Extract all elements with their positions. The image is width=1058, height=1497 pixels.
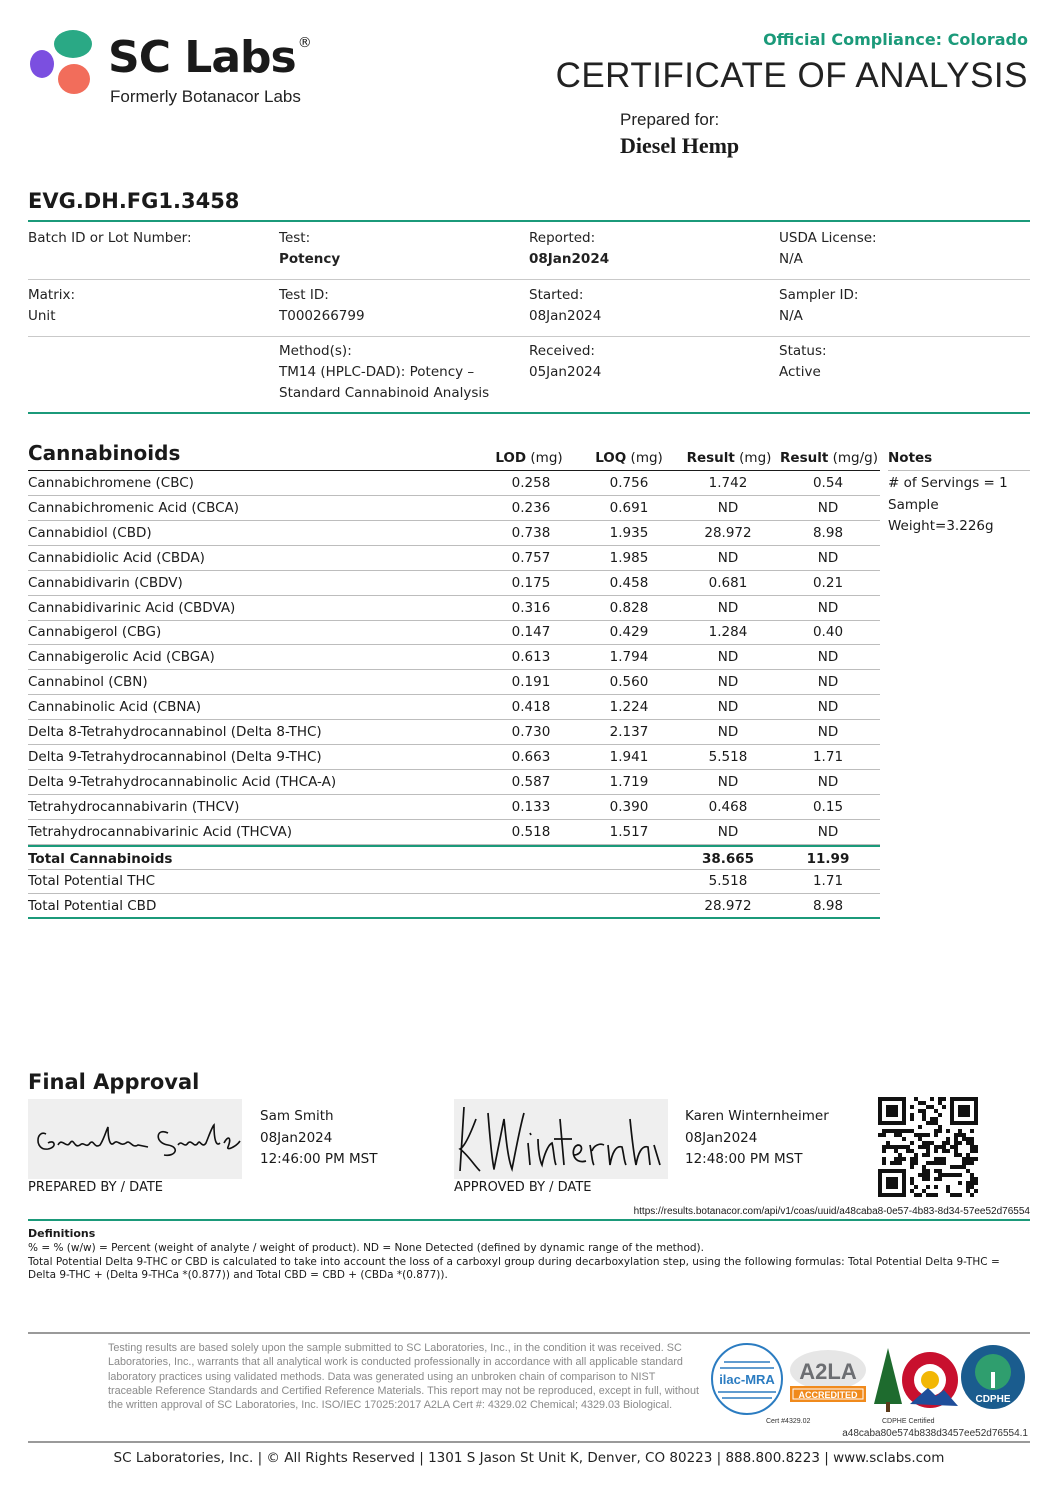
results-url-link[interactable]: https://results.botanacor.com/api/v1/coas/uuid/a48caba8-0e57-4b83-8d34-57ee52d76554 [633,1206,1030,1217]
approver-info: Karen Winternheimer 08Jan2024 12:48:00 PM MST [685,1108,829,1167]
table-row [28,720,880,745]
cell-lod: 0.757 [511,549,551,566]
table-row [28,770,880,795]
cell-lod: 0.418 [511,699,551,716]
cell-lod: 0.663 [511,748,551,765]
cell-mg: 5.518 [708,873,748,890]
cell-mgg: 11.99 [806,850,850,867]
matrix-field: Matrix: Unit [28,287,76,324]
cell-mg: 38.665 [701,850,755,867]
cell-lod: 0.236 [511,499,551,516]
cell-mg: 5.518 [708,748,748,765]
cell-mgg: ND [817,724,839,740]
cell-loq: 0.458 [609,574,649,591]
document-hash: a48caba80e574b838d3457ee52d76554.1 [842,1428,1028,1439]
col-header-loq: LOQ (mg) [595,450,663,466]
cell-mgg: 1.71 [812,873,844,890]
cell-mg: 1.284 [708,624,748,641]
preparer-signature [28,1099,242,1179]
definitions-text: % = % (w/w) = Percent (weight of analyte / weight of product). ND = None Detected (defined by dynamic range of the method). Total Potential Delta 9-THC or CBD is calculated to take into account the loss of a carboxyl group during decarboxylation step, using the following formulas: Total Potential Delta 9-THC = Delta 9-THC + (Delta 9-THCa *(0.877)) and Total CBD = CBD + (CBDa *(0.877)). [28,1242,1000,1281]
table-row [28,820,880,845]
cell-mgg: ND [817,649,839,666]
method-field: Method(s): TM14 (HPLC-DAD): Potency – Standard Cannabinoid Analysis [279,343,490,401]
cell-mg: ND [717,499,739,516]
table-row [28,571,880,596]
cell-mg: 1.742 [708,475,748,491]
qr-code-icon[interactable] [878,1097,978,1197]
ilac-mra-badge-icon [710,1342,784,1416]
cell-lod: 0.738 [511,524,551,541]
divider [28,412,1030,414]
brand-subtitle: Formerly Botanacor Labs [110,87,301,106]
sc-labs-logo-icon [28,28,94,98]
cell-name: Delta 9-Tetrahydrocannabinol (Delta 9-THC) [28,748,322,765]
table-row [28,645,880,670]
usda-license-field: USDA License: N/A [779,230,877,267]
ilac-label: ilac-MRA [719,1372,775,1387]
table-row [28,521,880,546]
cell-mg: ND [717,823,739,840]
cell-name: Total Potential CBD [28,898,157,915]
cell-loq: 0.691 [609,499,649,516]
cell-name: Cannabigerolic Acid (CBGA) [28,649,215,666]
cell-mgg: ND [817,674,839,691]
divider [28,336,1030,337]
cell-mgg: 0.54 [812,475,844,491]
cell-mgg: 0.21 [812,574,844,591]
cell-name: Cannabidiolic Acid (CBDA) [28,549,205,566]
cdphe-cert-caption: CDPHE Certified [882,1418,935,1425]
cell-lod: 0.613 [511,649,551,666]
total-row [28,869,880,894]
cell-mgg: ND [817,699,839,716]
cell-mgg: 8.98 [812,898,844,915]
divider [28,1219,1030,1221]
cell-name: Cannabinolic Acid (CBNA) [28,699,202,716]
total-row [28,845,880,870]
divider [28,1441,1030,1443]
prepared-for-label: Prepared for: [620,110,720,129]
cdphe-badge-icon [960,1344,1026,1410]
cell-mg: 0.681 [708,574,748,591]
sample-id: EVG.DH.FG1.3458 [28,189,240,213]
cell-lod: 0.258 [511,475,551,491]
cell-mg: ND [717,773,739,790]
test-field: Test: Potency [279,230,341,267]
cell-loq: 1.941 [609,748,649,765]
cell-name: Cannabinol (CBN) [28,674,148,691]
cell-lod: 0.518 [511,823,551,840]
total-row [28,894,880,919]
preparer-signature-image [28,1099,242,1179]
cell-mg: ND [717,599,739,616]
client-name: Diesel Hemp [620,133,740,158]
divider [888,470,1030,471]
cell-loq: 0.390 [609,798,649,815]
cell-name: Cannabichromenic Acid (CBCA) [28,499,240,516]
footer-text: SC Laboratories, Inc. | © All Rights Reserved | 1301 S Jason St Unit K, Denver, CO 80223 | 888.800.8223 | www.sclabs.com [113,1450,945,1466]
cell-name: Cannabichromene (CBC) [28,475,194,491]
col-header-result-mg: Result (mg) [686,450,772,466]
cell-mgg: 0.40 [812,624,844,641]
cell-name: Tetrahydrocannabivarin (THCV) [28,798,240,815]
cell-mgg: 8.98 [812,524,844,541]
approver-signature-image [454,1099,668,1179]
cdphe-label: CDPHE [975,1394,1011,1405]
table-row [28,546,880,571]
table-row [28,745,880,770]
cell-loq: 0.828 [609,599,649,616]
cell-loq: 0.756 [609,475,649,491]
a2la-badge-icon [788,1348,870,1406]
a2la-mark: A2LA [799,1359,857,1384]
approved-by-label: APPROVED BY / DATE [454,1180,592,1195]
approver-signature [454,1099,668,1179]
cell-name: Total Potential THC [28,873,156,890]
table-row [28,496,880,521]
brand-name: SC Labs ® [108,32,311,83]
cell-mg: 28.972 [704,898,752,915]
table-row [28,695,880,720]
definitions-title: Definitions [28,1227,96,1240]
a2la-cert-caption: Cert #4329.02 [766,1418,811,1425]
received-field: Received: 05Jan2024 [529,343,602,380]
preparer-info: Sam Smith 08Jan2024 12:46:00 PM MST [260,1108,378,1167]
cell-loq: 1.935 [609,524,649,541]
cell-name: Total Cannabinoids [28,850,173,867]
cell-lod: 0.316 [511,599,551,616]
col-header-lod: LOD (mg) [495,450,563,466]
cell-mgg: 0.15 [812,798,844,815]
cell-lod: 0.191 [511,674,551,691]
cell-lod: 0.147 [511,624,551,641]
cell-lod: 0.133 [511,798,551,815]
notes-text: # of Servings = 1 Sample Weight=3.226g [888,475,1008,534]
cell-mgg: ND [817,823,839,840]
cell-loq: 1.517 [609,823,649,840]
a2la-accredited-label: ACCREDITED [798,1390,858,1400]
started-field: Started: 08Jan2024 [529,287,602,324]
cell-mg: 0.468 [708,798,748,815]
table-row [28,471,880,496]
table-row [28,620,880,645]
cannabinoids-title: Cannabinoids [28,441,181,465]
cell-loq: 1.224 [609,699,649,716]
cell-mg: ND [717,649,739,666]
sampler-id-field: Sampler ID: N/A [779,287,859,324]
divider [28,220,1030,222]
cell-mg: 28.972 [704,524,752,541]
cell-mg: ND [717,699,739,716]
cell-loq: 1.985 [609,549,649,566]
cell-mg: ND [717,724,739,740]
cell-lod: 0.587 [511,773,551,790]
batch-id-field: Batch ID or Lot Number: [28,230,192,246]
test-id-field: Test ID: T000266799 [279,287,365,324]
compliance-label: Official Compliance: Colorado [763,30,1028,49]
cell-loq: 1.794 [609,649,649,666]
col-header-notes: Notes [888,450,933,466]
cell-name: Cannabidivarinic Acid (CBDVA) [28,599,236,616]
prepared-by-label: PREPARED BY / DATE [28,1180,163,1195]
cell-loq: 2.137 [609,724,649,740]
final-approval-title: Final Approval [28,1070,200,1094]
table-row [28,670,880,695]
cell-loq: 0.429 [609,624,649,641]
cell-mgg: ND [817,599,839,616]
cell-mgg: 1.71 [812,748,844,765]
reported-field: Reported: 08Jan2024 [529,230,610,267]
cell-name: Tetrahydrocannabivarinic Acid (THCVA) [28,823,292,840]
cell-loq: 1.719 [609,773,649,790]
cell-name: Delta 9-Tetrahydrocannabinolic Acid (THCA-A) [28,773,337,790]
cell-mgg: ND [817,549,839,566]
cell-mg: ND [717,674,739,691]
cell-mgg: ND [817,499,839,516]
page-title: CERTIFICATE OF ANALYSIS [555,56,1028,95]
colorado-badge-icon [872,1344,960,1416]
cell-name: Cannabigerol (CBG) [28,624,162,641]
cell-lod: 0.175 [511,574,551,591]
divider [28,279,1030,280]
cell-name: Cannabidivarin (CBDV) [28,574,183,591]
disclaimer-text: Testing results are based solely upon the sample submitted to SC Laboratories, Inc., in the condition it was received. SC Laboratories, Inc., warrants that all analytical work is conducted professionally in accordance with all applicable standard laboratory practices using validated methods. Data was generated using an unbroken chain of comparison to NIST traceable Reference Standards and Certified Reference Materials. This report may not be reproduced, except in full, without the written approval of SC Laboratories, Inc. ISO/IEC 17025:2017 A2LA Cert #: 4329.02 Chemical; 4329.03 Biological. [108,1342,699,1412]
cell-mgg: ND [817,773,839,790]
status-field: Status: Active [779,343,827,380]
cell-mg: ND [717,549,739,566]
table-row [28,596,880,621]
table-row [28,795,880,820]
col-header-result-mgg: Result (mg/g) [780,450,878,466]
divider [28,1332,1030,1334]
cell-lod: 0.730 [511,724,551,740]
cell-name: Cannabidiol (CBD) [28,524,152,541]
cell-name: Delta 8-Tetrahydrocannabinol (Delta 8-THC) [28,724,322,740]
cell-loq: 0.560 [609,674,649,691]
